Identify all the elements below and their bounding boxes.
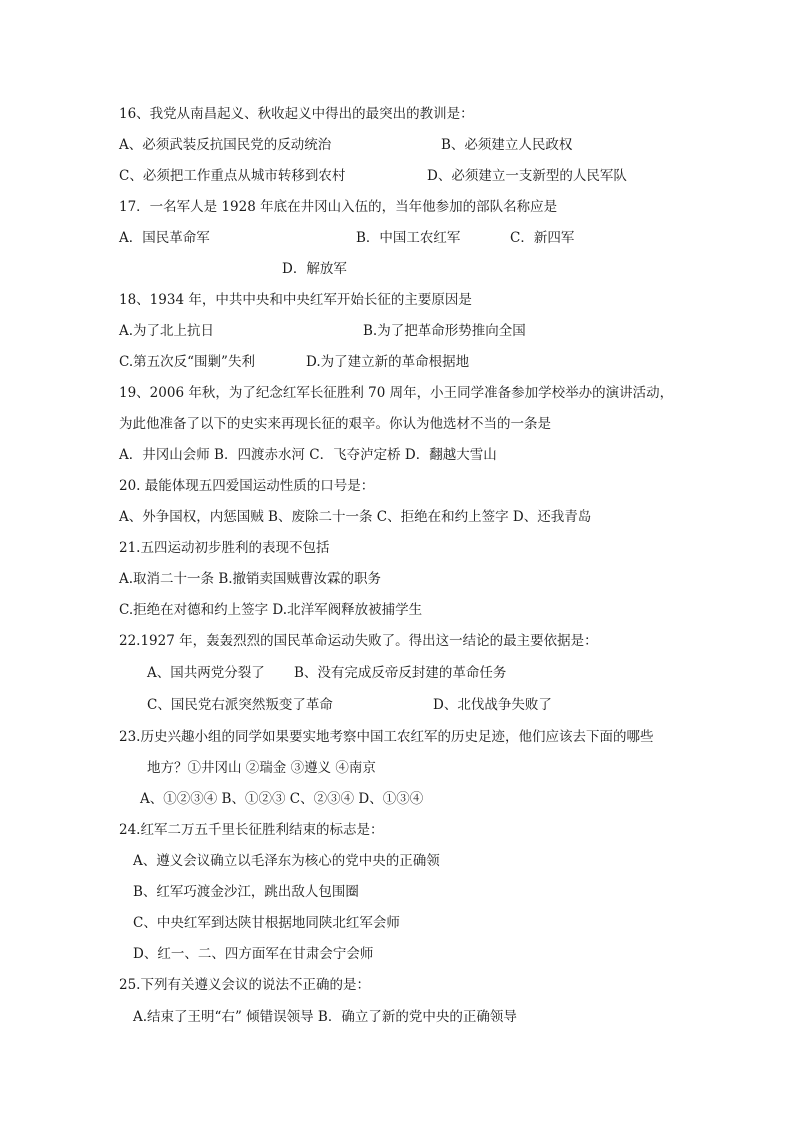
question-23-stem-line-1: 23.历史兴趣小组的同学如果要实地考察中国工农红军的历史足迹，他们应该去下面的哪些 — [119, 729, 654, 745]
question-24-option-a: A、遵义会议确立以毛泽东为核心的党中央的正确领 — [133, 853, 440, 869]
question-19-stem-line-2: 为此他准备了以下的史实来再现长征的艰辛。你认为他选材不当的一条是 — [119, 416, 551, 432]
question-18-option-c: C.第五次反“围剿”失利 — [119, 354, 255, 370]
question-25-options: A.结束了王明“右” 倾错误领导 B．确立了新的党中央的正确领导 — [133, 1009, 517, 1025]
question-17-option-c: C．新四军 — [510, 230, 575, 246]
question-18-option-a: A.为了北上抗日 — [119, 323, 215, 339]
question-16-stem: 16、我党从南昌起义、秋收起义中得出的最突出的教训是： — [119, 106, 474, 122]
question-18-option-d: D.为了建立新的革命根据地 — [306, 354, 470, 370]
question-20-stem: 20. 最能体现五四爱国运动性质的口号是： — [119, 478, 375, 494]
question-24-option-d: D、红一、二、四方面军在甘肃会宁会师 — [133, 946, 374, 962]
question-24-stem: 24.红军二万五千里长征胜利结束的标志是： — [119, 822, 384, 838]
question-17-stem: 17．一名军人是 1928 年底在井冈山入伍的，当年他参加的部队名称应是 — [119, 199, 558, 215]
question-18-stem: 18、1934 年，中共中央和中央红军开始长征的主要原因是 — [119, 292, 472, 308]
question-17-option-d: D．解放军 — [282, 261, 347, 277]
question-16-option-d: D、必须建立一支新型的人民军队 — [427, 168, 627, 184]
question-19-stem-line-1: 19、2006 年秋，为了纪念红军长征胜利 70 周年，小王同学准备参加学校举办的演讲活动， — [119, 385, 674, 401]
question-19-options: A．井冈山会师 B．四渡赤水河 C．飞夺泸定桥 D．翻越大雪山 — [119, 447, 497, 463]
question-22-option-d: D、北伐战争失败了 — [433, 697, 552, 713]
question-16-option-c: C、必须把工作重点从城市转移到农村 — [119, 168, 346, 184]
question-16-option-a: A、必须武装反抗国民党的反动统治 — [119, 137, 332, 153]
question-22-option-c: C、国民党右派突然叛变了革命 — [147, 697, 333, 713]
question-18-option-b: B.为了把革命形势推向全国 — [363, 323, 526, 339]
question-21-stem: 21.五四运动初步胜利的表现不包括 — [119, 540, 330, 556]
question-24-option-c: C、中央红军到达陕甘根据地同陕北红军会师 — [133, 915, 400, 931]
question-16-option-b: B、必须建立人民政权 — [441, 137, 573, 153]
question-17-option-a: A．国民革命军 — [119, 230, 210, 246]
question-17-option-b: B．中国工农红军 — [356, 230, 461, 246]
question-25-stem: 25.下列有关遵义会议的说法不正确的是： — [119, 977, 370, 993]
question-20-options: A、外争国权，内惩国贼 B、废除二十一条 C、拒绝在和约上签字 D、还我青岛 — [119, 509, 592, 525]
question-21-options-line-1: A.取消二十一条 B.撤销卖国贼曹汝霖的职务 — [119, 571, 382, 587]
question-22-option-b: B、没有完成反帝反封建的革命任务 — [294, 665, 507, 681]
question-23-stem-line-2: 地方？①井冈山 ②瑞金 ③遵义 ④南京 — [147, 760, 376, 776]
question-23-options: A、①②③④ B、①②③ C、②③④ D、①③④ — [140, 791, 424, 807]
question-22-option-a: A、国共两党分裂了 — [147, 665, 265, 681]
question-21-options-line-2: C.拒绝在对德和约上签字 D.北洋军阀释放被捕学生 — [119, 602, 423, 618]
question-24-option-b: B、红军巧渡金沙江，跳出敌人包围圈 — [133, 884, 359, 900]
question-22-stem: 22.1927 年，轰轰烈烈的国民革命运动失败了。得出这一结论的最主要依据是： — [119, 633, 598, 649]
